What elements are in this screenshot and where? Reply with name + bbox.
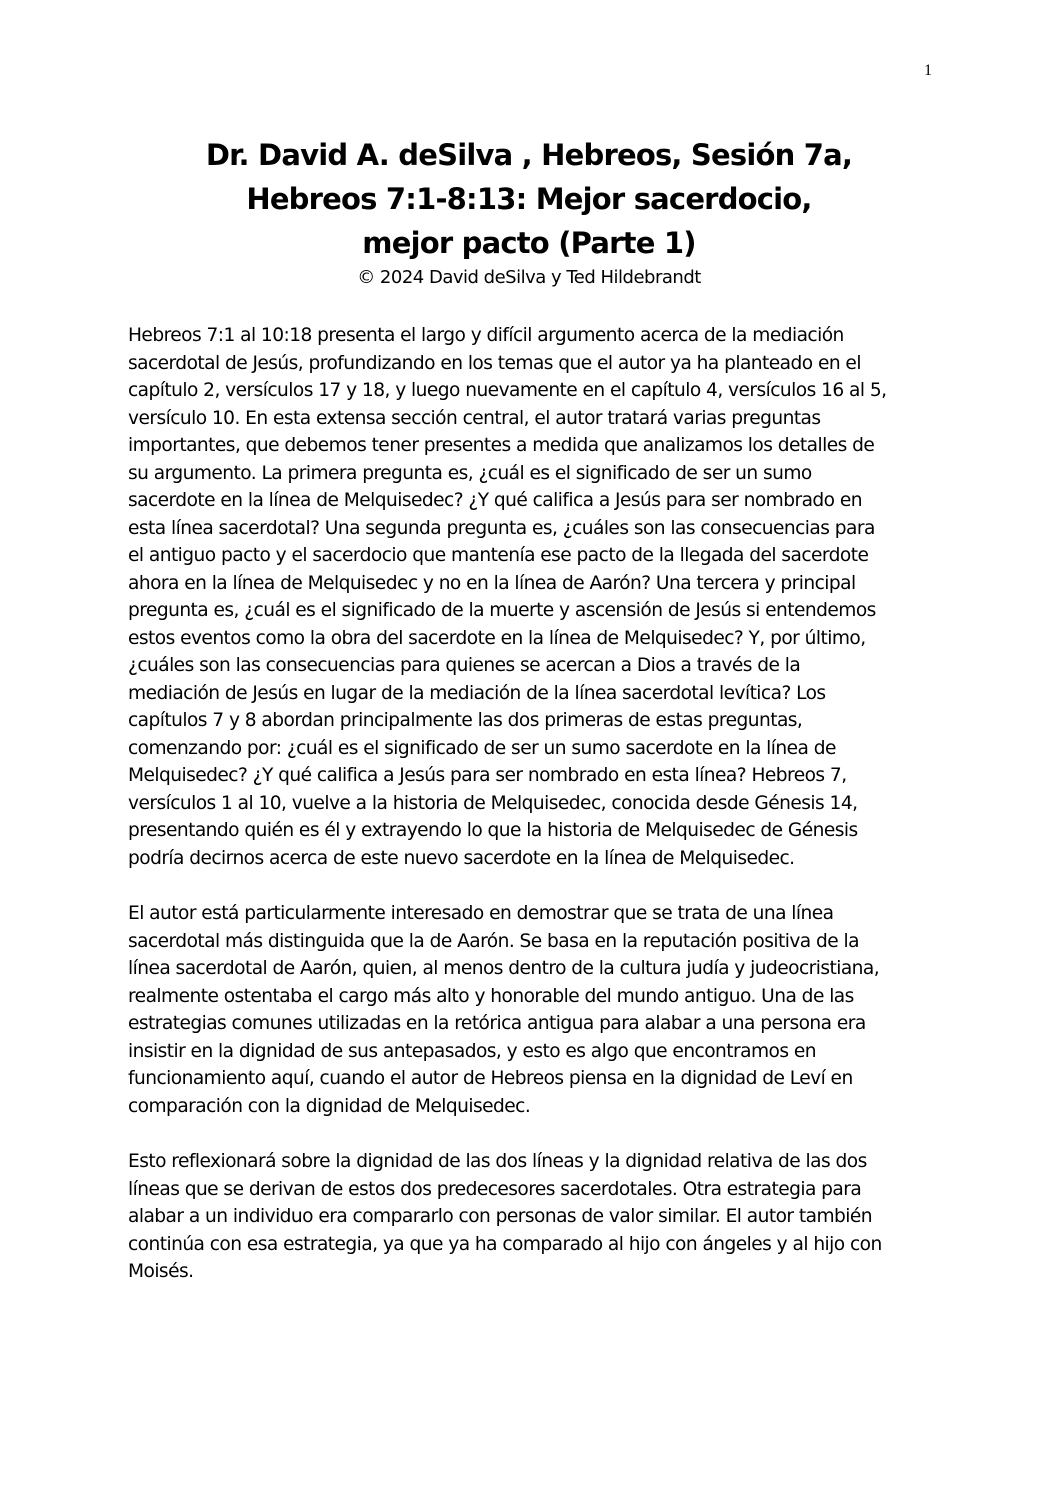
paragraph-line: El autor está particularmente interesado en demostrar que se trata de una línea: [128, 903, 834, 924]
title-line-1: Dr. David A. deSilva , Hebreos, Sesión 7a,: [205, 138, 853, 172]
paragraph-line: estos eventos como la obra del sacerdote en la línea de Melquisedec? Y, por último,: [128, 627, 866, 649]
title-line-2: Hebreos 7:1-8:13: Mejor sacerdocio,: [246, 182, 812, 216]
paragraph-line: Hebreos 7:1 al 10:18 presenta el largo y difícil argumento acerca de la mediación: [128, 325, 844, 346]
paragraph-line: el antiguo pacto y el sacerdocio que mantenía ese pacto de la llegada del sacerdote: [128, 545, 869, 566]
paragraph-line: continúa con esa estrategia, ya que ya ha comparado al hijo con ángeles y al hijo con: [128, 1233, 882, 1255]
paragraph-line: estrategias comunes utilizadas en la retórica antigua para alabar a una persona era: [128, 1013, 866, 1034]
paragraph-line: Moisés.: [128, 1261, 194, 1282]
paragraph-line: podría decirnos acerca de este nuevo sacerdote en la línea de Melquisedec.: [128, 847, 795, 869]
paragraph-line: Esto reflexionará sobre la dignidad de las dos líneas y la dignidad relativa de las dos: [128, 1151, 867, 1172]
paragraph-line: capítulo 2, versículos 17 y 18, y luego nuevamente en el capítulo 4, versículos 16 al 5,: [128, 380, 887, 401]
paragraph-line: sacerdotal más distinguida que la de Aarón. Se basa en la reputación positiva de la: [128, 930, 859, 952]
paragraph-2: [128, 900, 934, 1120]
paragraph-line: comenzando por: ¿cuál es el significado de ser un sumo sacerdote en la línea de: [128, 737, 836, 759]
paragraph-line: versículos 1 al 10, vuelve a la historia de Melquisedec, conocida desde Génesis 14,: [128, 792, 858, 814]
copyright-notice: © 2024 David deSilva y Ted Hildebrandt: [357, 267, 701, 288]
paragraph-line: ahora en la línea de Melquisedec y no en la línea de Aarón? Una tercera y principal: [128, 572, 856, 594]
paragraph-line: capítulos 7 y 8 abordan principalmente las dos primeras de estas preguntas,: [128, 710, 803, 731]
paragraph-line: su argumento. La primera pregunta es, ¿cuál es el significado de ser un sumo: [128, 462, 812, 484]
paragraph-line: Melquisedec? ¿Y qué califica a Jesús para ser nombrado en esta línea? Hebreos 7,: [128, 765, 847, 786]
paragraph-line: ¿cuáles son las consecuencias para quienes se acercan a Dios a través de la: [128, 655, 801, 676]
paragraph-line: línea sacerdotal de Aarón, quien, al menos dentro de la cultura judía y judeocristiana,: [128, 958, 880, 979]
document-title: [100, 133, 958, 291]
paragraph-line: líneas que se derivan de estos dos predecesores sacerdotales. Otra estrategia para: [128, 1178, 862, 1200]
paragraph-line: esta línea sacerdotal? Una segunda pregunta es, ¿cuáles son las consecuencias para: [128, 517, 875, 539]
paragraph-1: [128, 322, 934, 872]
paragraph-line: comparación con la dignidad de Melquisedec.: [128, 1095, 531, 1117]
paragraph-line: presentando quién es él y extrayendo lo que la historia de Melquisedec de Génesis: [128, 820, 858, 841]
paragraph-line: alabar a un individuo era compararlo con personas de valor similar. El autor también: [128, 1206, 873, 1227]
paragraph-line: importantes, que debemos tener presentes a medida que analizamos los detalles de: [128, 435, 875, 456]
paragraph-line: sacerdote en la línea de Melquisedec? ¿Y qué califica a Jesús para ser nombrado en: [128, 490, 862, 511]
title-line-3: mejor pacto (Parte 1): [362, 226, 696, 260]
paragraph-line: pregunta es, ¿cuál es el significado de la muerte y ascensión de Jesús si entendemos: [128, 600, 876, 621]
paragraph-line: realmente ostentaba el cargo más alto y honorable del mundo antiguo. Una de las: [128, 985, 854, 1007]
body-text: [128, 322, 934, 1314]
paragraph-line: versículo 10. En esta extensa sección central, el autor tratará varias preguntas: [128, 407, 821, 429]
paragraph-line: mediación de Jesús en lugar de la mediación de la línea sacerdotal levítica? Los: [128, 682, 826, 704]
paragraph-line: insistir en la dignidad de sus antepasados, y esto es algo que encontramos en: [128, 1040, 816, 1062]
paragraph-line: funcionamiento aquí, cuando el autor de Hebreos piensa en la dignidad de Leví en: [128, 1068, 853, 1089]
paragraph-line: sacerdotal de Jesús, profundizando en los temas que el autor ya ha planteado en el: [128, 352, 861, 374]
page-number: 1: [924, 62, 932, 79]
paragraph-3: [128, 1148, 934, 1286]
